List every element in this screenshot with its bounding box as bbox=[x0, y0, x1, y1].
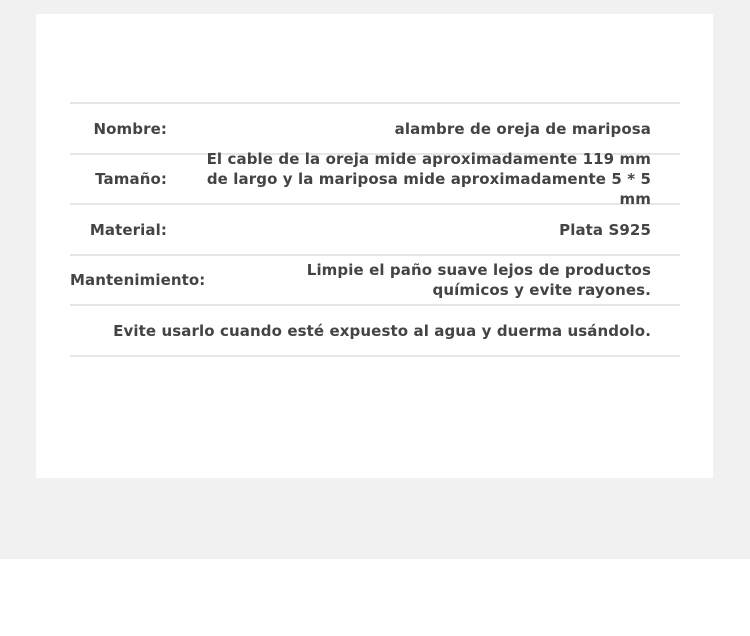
spec-label-tamano: Tamaño: bbox=[95, 170, 167, 188]
spec-row-note bbox=[70, 306, 680, 357]
spec-value-nombre: alambre de oreja de mariposa bbox=[394, 119, 651, 138]
spec-row-material bbox=[70, 205, 680, 256]
spec-card bbox=[36, 14, 713, 478]
spec-label-mantenimiento: Mantenimiento: bbox=[70, 271, 206, 289]
spec-row-tamano bbox=[70, 150, 680, 208]
spec-value-mantenimiento: Limpie el paño suave lejos de productos químicos y evite rayones. bbox=[306, 261, 651, 299]
spec-label-nombre: Nombre: bbox=[93, 119, 167, 138]
spec-value-material: Plata S925 bbox=[559, 220, 651, 239]
spec-table bbox=[70, 102, 680, 357]
spec-note: Evite usarlo cuando esté expuesto al agua y duerma usándolo. bbox=[113, 321, 651, 340]
spec-row-mantenimiento bbox=[70, 256, 680, 306]
spec-row-nombre bbox=[70, 104, 680, 155]
spec-value-tamano: El cable de la oreja mide aproximadamente 119 mm de largo y la mariposa mide aproximadamente 5 * 5 mm bbox=[206, 150, 651, 208]
spec-label-material: Material: bbox=[89, 220, 167, 239]
